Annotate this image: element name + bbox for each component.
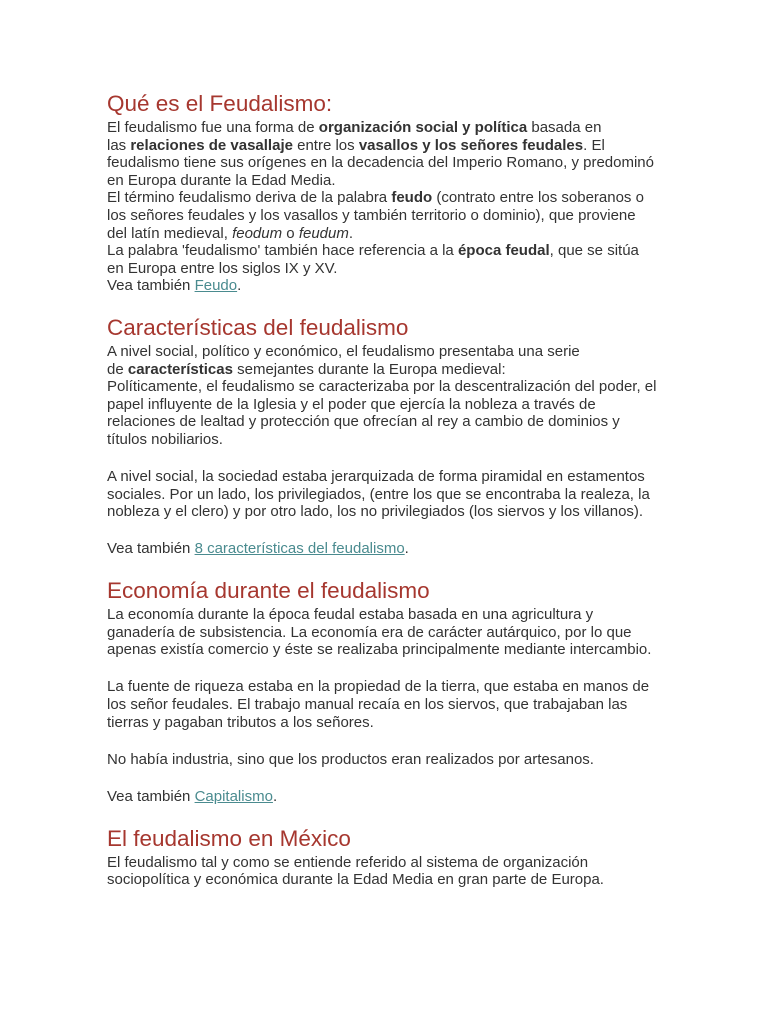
text-line: Políticamente, el feudalismo se caracterizaba por la descentralización del poder, el — [107, 378, 657, 396]
bold-term: época feudal — [457, 242, 550, 260]
bold-term: relaciones de vasallaje — [130, 136, 293, 154]
paragraph — [107, 343, 707, 449]
text-line: en Europa durante la Edad Media. — [107, 171, 336, 189]
see-also-prefix: Vea también — [107, 788, 195, 805]
section-heading: Características del feudalismo — [107, 314, 409, 340]
text-line: los señores feudales y los vasallos y también territorio o dominio), que proviene — [107, 206, 636, 224]
see-also-link-feudo[interactable]: Feudo — [194, 277, 238, 295]
see-also-line — [107, 540, 707, 558]
text-line: ganadería de subsistencia. La economía era de carácter autárquico, por lo que — [107, 623, 632, 641]
text-run: de — [107, 360, 128, 378]
text-line: sociopolítica y económica durante la Edad Media en gran parte de Europa. — [107, 871, 604, 889]
see-also-line — [107, 277, 707, 295]
italic-term: feudum — [298, 224, 349, 242]
see-also-paragraph — [107, 540, 707, 558]
text-line — [107, 137, 707, 155]
paragraph — [107, 468, 707, 521]
text-run: , que se sitúa — [549, 242, 639, 260]
text-line — [107, 242, 707, 260]
paragraph — [107, 854, 707, 889]
section-economia — [107, 578, 707, 806]
text-run: . El — [583, 136, 605, 154]
text-run: semejantes durante la Europa medieval: — [232, 360, 506, 378]
text-line — [107, 361, 707, 379]
text-line: papel influyente de la Iglesia y el poder que ejercía la nobleza a través de — [107, 395, 596, 413]
text-line — [107, 225, 707, 243]
section-heading: Qué es el Feudalismo: — [107, 91, 333, 116]
paragraph — [107, 678, 707, 731]
paragraph — [107, 606, 707, 659]
section-feudalismo-mexico — [107, 826, 707, 889]
text-line: apenas existía comercio y éste se realizaba principalmente mediante intercambio. — [107, 641, 652, 659]
italic-term: feodum — [232, 224, 283, 242]
text-line — [107, 189, 707, 207]
paragraph — [107, 751, 707, 769]
text-run: . — [348, 224, 354, 242]
text-line: los señor feudales. El trabajo manual recaía en los siervos, que trabajaban las — [107, 696, 628, 714]
text-line: A nivel social, político y económico, el feudalismo presentaba una serie — [107, 342, 580, 360]
see-also-line — [107, 788, 707, 806]
see-also-paragraph — [107, 788, 707, 806]
text-line — [107, 119, 707, 137]
text-run: (contrato entre los soberanos o — [432, 189, 644, 207]
see-also-suffix: . — [237, 277, 242, 295]
see-also-suffix: . — [404, 540, 409, 558]
text-line: títulos nobiliarios. — [107, 430, 223, 448]
text-line: La economía durante la época feudal estaba basada en una agricultura y — [107, 606, 594, 624]
see-also-link-capitalismo[interactable]: Capitalismo — [194, 788, 273, 805]
paragraph — [107, 119, 707, 295]
see-also-suffix: . — [272, 788, 278, 805]
text-run: El feudalismo fue una forma de — [107, 119, 319, 136]
bold-term: características — [127, 360, 233, 378]
text-line: en Europa entre los siglos IX y XV. — [107, 259, 338, 277]
section-caracteristicas — [107, 315, 707, 558]
text-run: del latín medieval, — [107, 224, 233, 242]
text-line: No había industria, sino que los productos eran realizados por artesanos. — [107, 750, 594, 768]
text-run: o — [282, 224, 299, 242]
text-run: las — [107, 136, 131, 154]
document-page — [107, 91, 707, 889]
text-line: El feudalismo tal y como se entiende referido al sistema de organización — [107, 853, 589, 871]
text-line: sociales. Por un lado, los privilegiados, (entre los que se encontraba la realeza, la — [107, 485, 650, 503]
text-run: entre los — [292, 136, 359, 154]
text-run: La palabra 'feudalismo' también hace referencia a la — [107, 242, 458, 260]
section-heading: El feudalismo en México — [107, 825, 351, 851]
section-que-es-el-feudalismo — [107, 91, 707, 295]
text-run: basada en — [527, 119, 602, 136]
text-line: nobleza y el clero) y por otro lado, los no privilegiados (los siervos y los villanos). — [107, 503, 644, 521]
text-line: relaciones de lealtad y protección que ofrecían al rey a cambio de dominios y — [107, 413, 620, 431]
section-heading: Economía durante el feudalismo — [107, 578, 430, 604]
bold-term: feudo — [391, 189, 433, 207]
bold-term: organización social y política — [318, 119, 528, 136]
text-line: A nivel social, la sociedad estaba jerarquizada de forma piramidal en estamentos — [107, 468, 645, 486]
text-line: tierras y pagaban tributos a los señores. — [107, 713, 374, 731]
text-line: feudalismo tiene sus orígenes en la decadencia del Imperio Romano, y predominó — [107, 154, 654, 172]
bold-term: vasallos y los señores feudales — [358, 136, 584, 154]
see-also-link-caracteristicas[interactable]: 8 características del feudalismo — [194, 540, 405, 558]
text-line: La fuente de riqueza estaba en la propiedad de la tierra, que estaba en manos de — [107, 678, 650, 696]
see-also-prefix: Vea también — [107, 540, 195, 558]
see-also-prefix: Vea también — [107, 277, 195, 295]
text-run: El término feudalismo deriva de la palabra — [107, 189, 392, 207]
